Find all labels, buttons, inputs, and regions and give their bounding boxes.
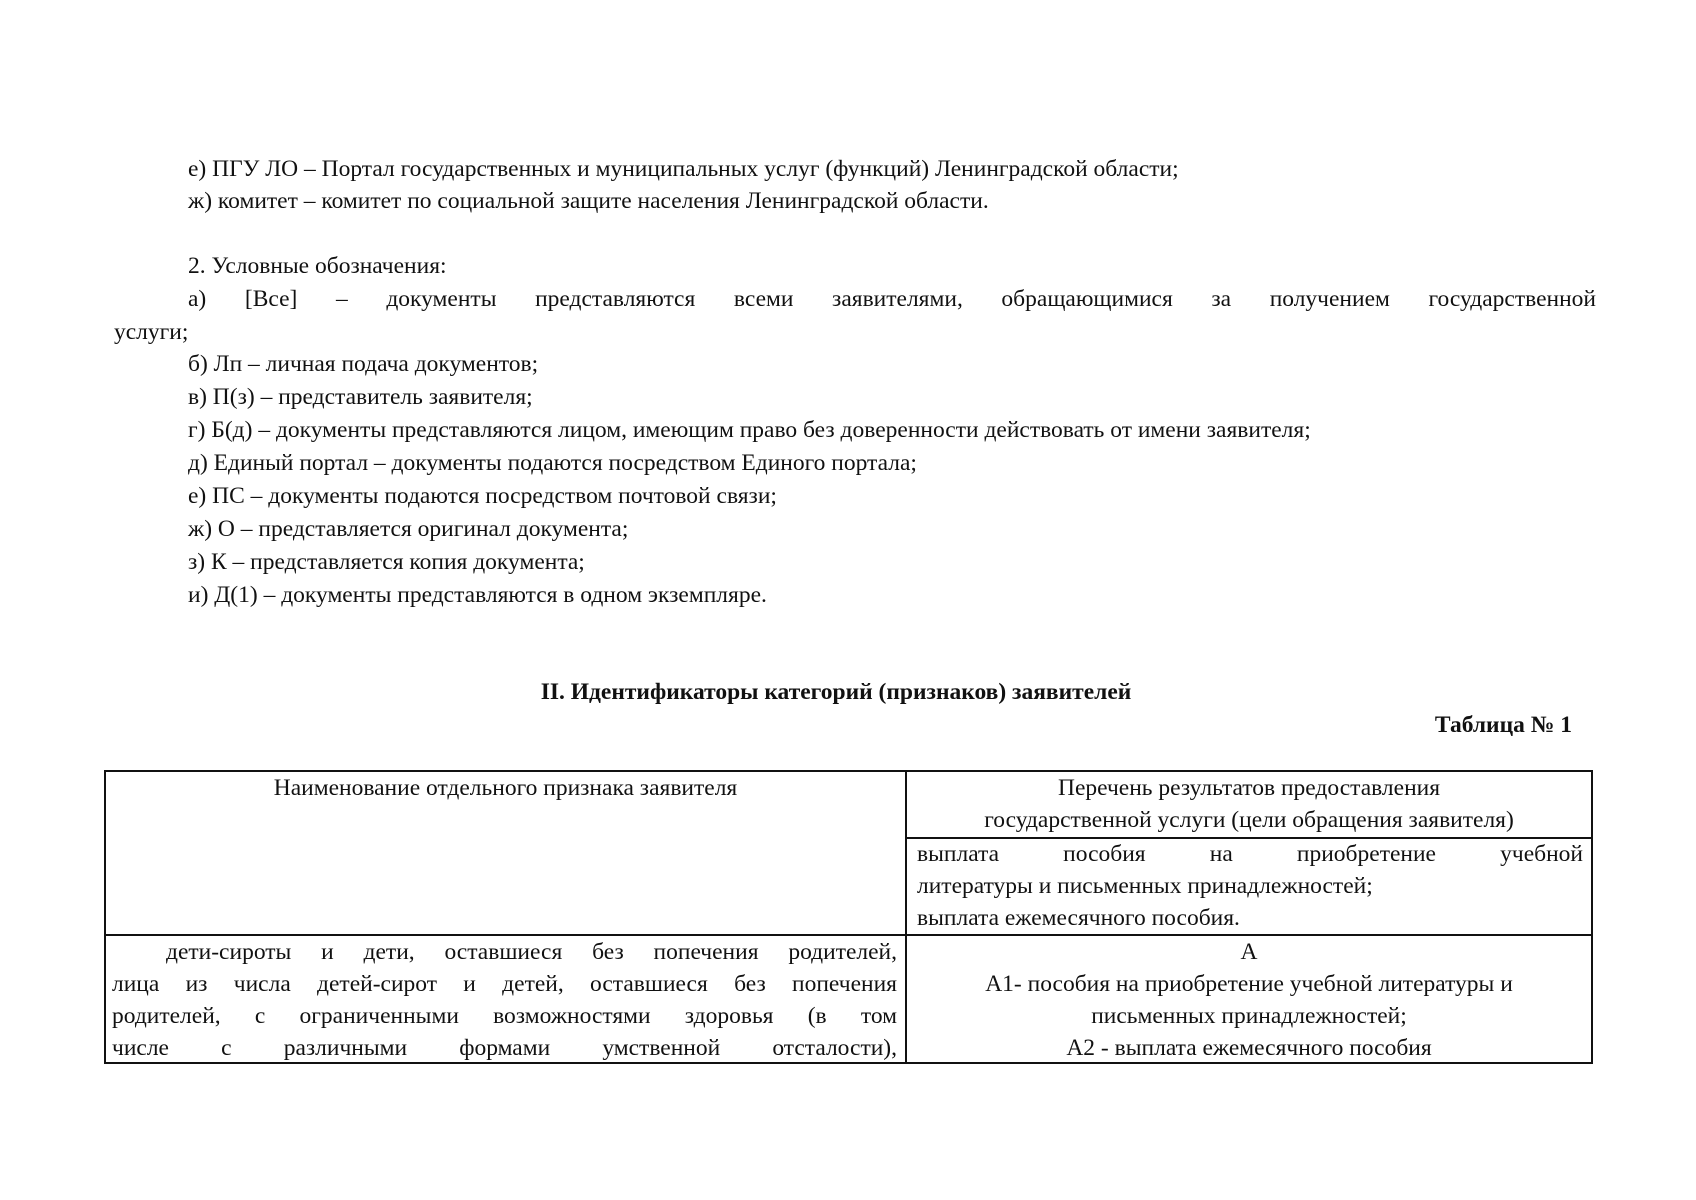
legend-item-a-continued: услуги; [114, 319, 189, 345]
table-border-right [1591, 770, 1593, 1064]
legend-item-v: в) П(з) – представитель заявителя; [188, 384, 533, 410]
legend-item-i: и) Д(1) – документы представляются в одном экземпляре. [188, 582, 767, 608]
legend-item-e: е) ПС – документы подаются посредством почтовой связи; [188, 483, 777, 509]
row1-identifier: А [1240, 939, 1258, 965]
table-border-left [104, 770, 106, 1064]
result-line-1: выплата пособия на приобретение учебной [917, 841, 1583, 867]
row1-identifier-a1: А1- пособия на приобретение учебной литературы и [985, 971, 1513, 997]
definition-e: е) ПГУ ЛО – Портал государственных и муниципальных услуг (функций) Ленинградской области; [188, 156, 1179, 182]
result-line-3: выплата ежемесячного пособия. [917, 905, 1240, 931]
section-heading [0, 676, 1696, 708]
legend-title: 2. Условные обозначения: [188, 253, 447, 279]
legend-item-z: з) К – представляется копия документа; [188, 549, 585, 575]
applicant-categories-table [104, 770, 1593, 1064]
column-header-results-line1: Перечень результатов предоставления [1057, 775, 1441, 801]
column-header-results-line2: государственной услуги (цели обращения заявителя) [984, 807, 1514, 833]
table-number: Таблица № 1 [1434, 712, 1572, 738]
legend-item-a: а) [Все] – документы представляются всеми заявителями, обращающимися за получением государственной [188, 286, 1596, 312]
row1-category-line4: числе с различными формами умственной отсталости), [112, 1035, 897, 1061]
section-heading-text: II. Идентификаторы категорий (признаков) заявителей [540, 679, 1132, 705]
legend-item-g: г) Б(д) – документы представляются лицом, имеющим право без доверенности действовать от имени заявителя; [188, 417, 1311, 443]
row1-identifier-a1-continued: письменных принадлежностей; [1091, 1003, 1407, 1029]
result-line-2: литературы и письменных принадлежностей; [917, 873, 1373, 899]
legend-item-b: б) Лп – личная подача документов; [188, 351, 539, 377]
column-header-applicant-sign: Наименование отдельного признака заявителя [273, 775, 738, 801]
row1-identifier-a2: А2 - выплата ежемесячного пособия [1066, 1035, 1432, 1061]
legend-item-d: д) Единый портал – документы подаются посредством Единого портала; [188, 450, 917, 476]
row1-category-line3: родителей, с ограниченными возможностями здоровья (в том [112, 1003, 897, 1029]
row1-category-line2: лица из числа детей-сирот и детей, оставшиеся без попечения [112, 971, 897, 997]
row1-category-line1: дети-сироты и дети, оставшиеся без попечения родителей, [166, 939, 897, 965]
definition-zh: ж) комитет – комитет по социальной защите населения Ленинградской области. [188, 188, 989, 214]
legend-item-zh: ж) О – представляется оригинал документа; [188, 516, 629, 542]
